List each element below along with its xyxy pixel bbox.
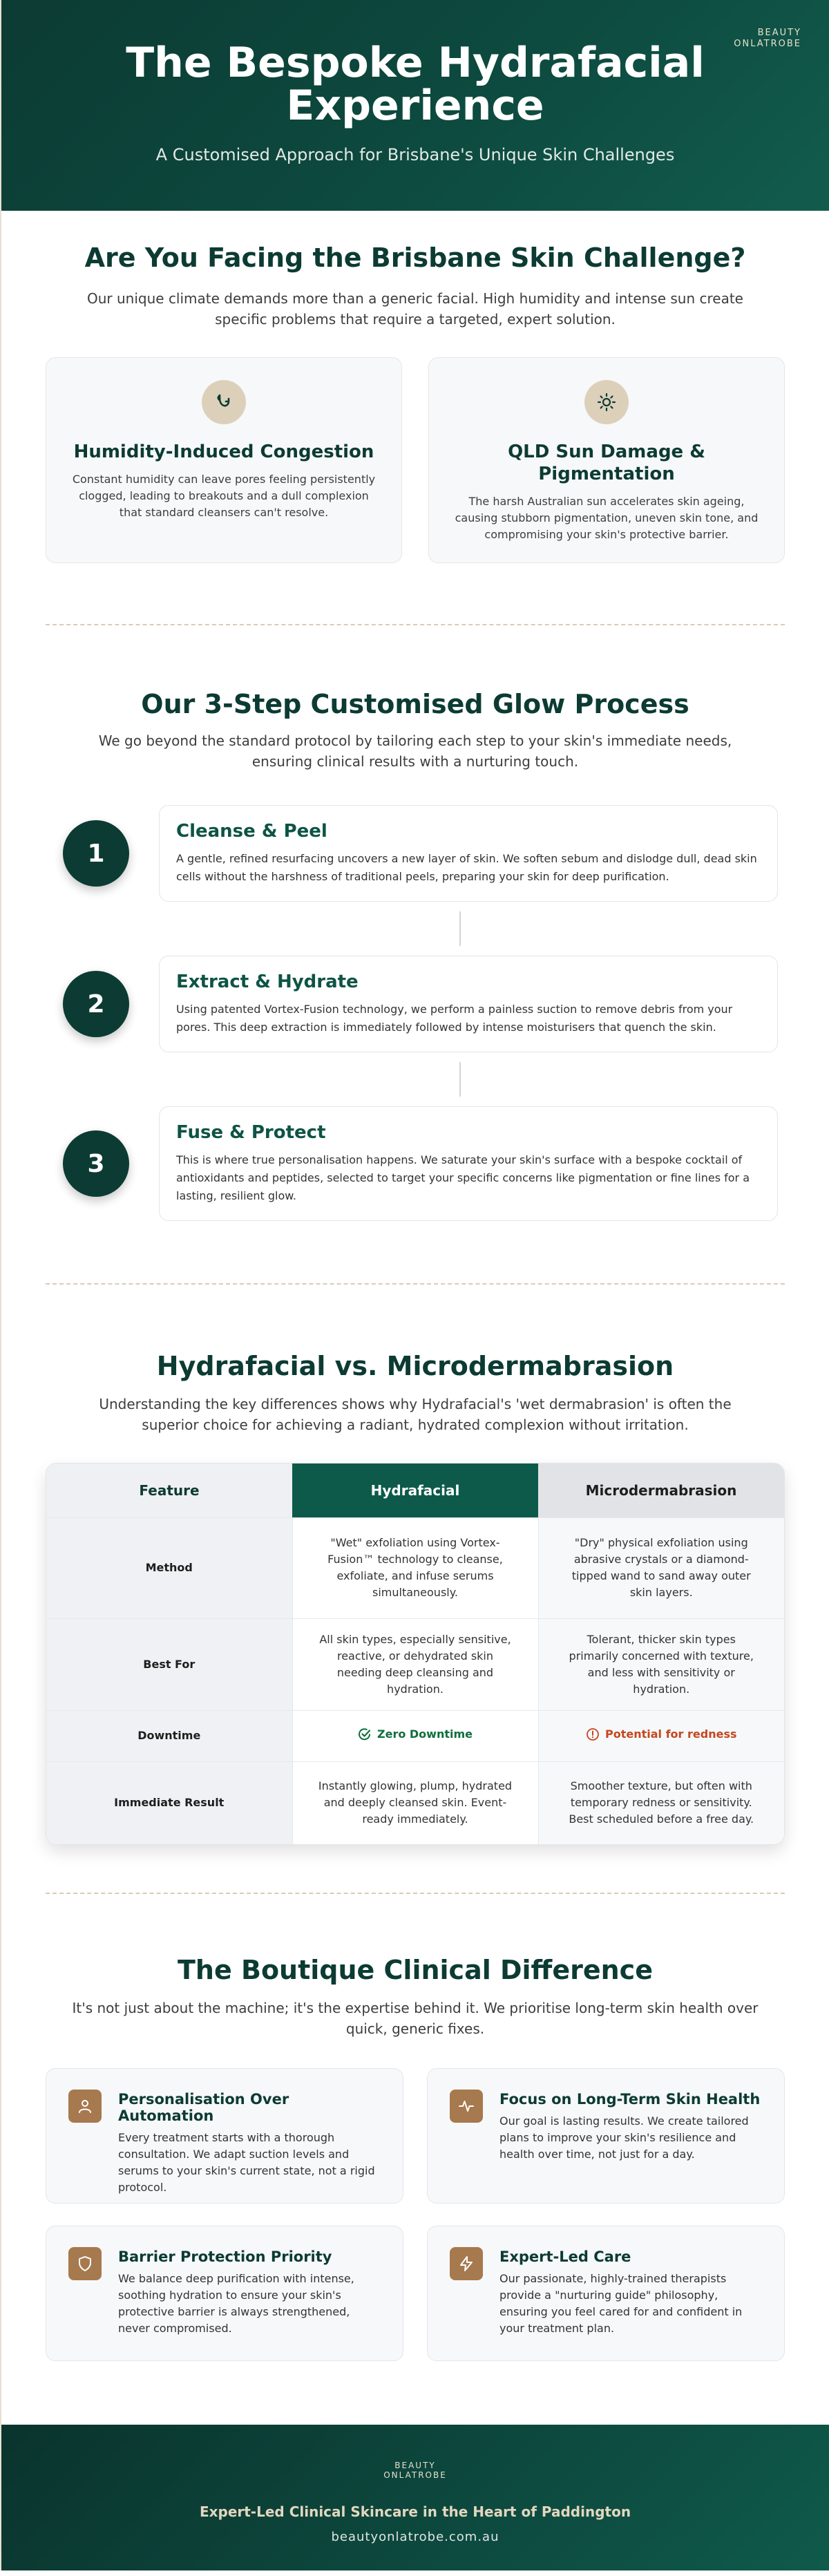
step-card: [159, 1106, 778, 1221]
difference-card-text: We balance deep purification with intense, soothing hydration to ensure your skin's protective barrier is always strengthened, never compromised.: [118, 2272, 354, 2335]
challenge-card-text: Constant humidity can leave pores feeling persistently clogged, leading to breakouts and a dull complexion that standard cleansers can't resolve.: [72, 473, 376, 519]
difference-card-title: Personalisation Over Automation: [118, 2091, 289, 2124]
row-hydrafacial: All skin types, especially sensitive, reactive, or dehydrated skin needing deep cleansing and hydration.: [292, 1618, 538, 1710]
logo-line-2: ONLATROBE: [734, 39, 801, 49]
row-hydrafacial: "Wet" exfoliation using Vortex-Fusion™ technology to cleanse, exfoliate, and infuse serums simultaneously.: [292, 1517, 538, 1618]
logo-line-2: ONLATROBE: [383, 2470, 447, 2480]
difference-card-title: Focus on Long-Term Skin Health: [499, 2091, 761, 2108]
logo-line-1: BEAUTY: [757, 28, 801, 38]
header-hydrafacial: Hydrafacial: [292, 1464, 538, 1517]
step-connector: [459, 1062, 461, 1097]
redness-badge: [586, 1726, 737, 1743]
row-feature: Best For: [46, 1618, 292, 1710]
difference-card-longterm: [427, 2068, 785, 2204]
step-1: [46, 805, 785, 902]
footer: [1, 2425, 829, 2570]
step-number: 2: [63, 971, 129, 1037]
comparison-intro: Understanding the key differences shows why Hydrafacial's 'wet dermabrasion' is often the superior choice for achieving a radiant, hydrated complexion without irritation.: [99, 1396, 732, 1433]
step-text: This is where true personalisation happens. We saturate your skin's surface with a bespoke cocktail of antioxidants and peptides, selected to target your specific concerns like pigmentation or fine lines for a lasting, resilient glow.: [176, 1153, 750, 1202]
challenge-card-title: Humidity-Induced Congestion: [73, 442, 374, 462]
row-microdermabrasion: [538, 1710, 784, 1761]
badge-label: Zero Downtime: [377, 1727, 473, 1741]
difference-card-text: Our passionate, highly-trained therapists provide a "nurturing guide" philosophy, ensuring you feel cared for and confident in your treatment plan.: [499, 2272, 743, 2335]
challenge-title: Are You Facing the Brisbane Skin Challenge?: [84, 243, 746, 273]
step-number: 1: [63, 820, 129, 887]
hero-title: The Bespoke Hydrafacial Experience: [126, 39, 705, 130]
person-icon: [68, 2090, 102, 2123]
step-text: A gentle, refined resurfacing uncovers a new layer of skin. We soften sebum and dislodge dull, dead skin cells without the harshness of traditional peels, preparing your skin for deep purification.: [176, 852, 757, 883]
row-hydrafacial: [292, 1710, 538, 1761]
difference-title: The Boutique Clinical Difference: [178, 1955, 653, 1985]
hero-banner: [1, 0, 829, 211]
row-microdermabrasion: "Dry" physical exfoliation using abrasive crystals or a diamond-tipped wand to sand away outer skin layers.: [538, 1517, 784, 1618]
process-steps: [46, 805, 785, 1221]
footer-tagline: Expert-Led Clinical Skincare in the Heart of Paddington: [199, 2503, 631, 2520]
process-section: [1, 625, 829, 1283]
challenge-card-text: The harsh Australian sun accelerates skin ageing, causing stubborn pigmentation, uneven skin tone, and compromising your skin's protective barrier.: [455, 495, 759, 541]
brand-logo[interactable]: [718, 28, 801, 50]
difference-card-expert: [427, 2226, 785, 2361]
zero-downtime-badge: [358, 1726, 473, 1743]
process-title: Our 3-Step Customised Glow Process: [141, 689, 689, 719]
lightning-icon: [450, 2247, 483, 2280]
step-3: [46, 1106, 785, 1221]
step-connector: [459, 911, 461, 946]
step-title: Cleanse & Peel: [176, 821, 327, 842]
sun-icon: [584, 380, 629, 424]
hero-subtitle: A Customised Approach for Brisbane's Unique Skin Challenges: [155, 145, 675, 164]
difference-card-barrier: [46, 2226, 403, 2361]
pulse-icon: [450, 2090, 483, 2123]
challenge-card-sun: [428, 357, 785, 563]
difference-card-title: Barrier Protection Priority: [118, 2248, 332, 2265]
table-row: [46, 1517, 784, 1618]
comparison-section: [1, 1285, 829, 1893]
footer-url-link[interactable]: beautyonlatrobe.com.au: [331, 2530, 499, 2544]
step-text: Using patented Vortex-Fusion technology, we perform a painless suction to remove debris from your pores. This deep extraction is immediately followed by intense moisturisers that quench the skin.: [176, 1003, 733, 1034]
difference-card-title: Expert-Led Care: [499, 2248, 631, 2265]
row-microdermabrasion: Smoother texture, but often with temporary redness or sensitivity. Best scheduled before a free day.: [538, 1761, 784, 1844]
footer-logo[interactable]: [1, 2425, 829, 2480]
table-header-row: [46, 1464, 784, 1517]
step-card: [159, 956, 778, 1052]
difference-card-personalisation: [46, 2068, 403, 2204]
row-hydrafacial: Instantly glowing, plump, hydrated and deeply cleansed skin. Event-ready immediately.: [292, 1761, 538, 1844]
challenge-card-title: QLD Sun Damage & Pigmentation: [508, 442, 705, 484]
comparison-title: Hydrafacial vs. Microdermabrasion: [156, 1351, 674, 1381]
difference-card-text: Our goal is lasting results. We create tailored plans to improve your skin's resilience and health over time, not just for a day.: [499, 2114, 749, 2161]
humidity-icon: [202, 380, 246, 424]
badge-label: Potential for redness: [605, 1727, 737, 1741]
logo-line-1: BEAUTY: [394, 2461, 436, 2470]
table-row: [46, 1618, 784, 1710]
process-intro: We go beyond the standard protocol by tailoring each step to your skin's immediate needs, ensuring clinical results with a nurturing touch.: [98, 732, 732, 770]
row-feature: Method: [46, 1517, 292, 1618]
difference-intro: It's not just about the machine; it's the expertise behind it. We prioritise long-term skin health over quick, generic fixes.: [72, 2000, 759, 2037]
alert-circle-icon: [586, 1727, 600, 1741]
step-title: Extract & Hydrate: [176, 972, 359, 992]
header-microdermabrasion: Microdermabrasion: [538, 1464, 784, 1517]
difference-section: [1, 1894, 829, 2425]
header-feature: Feature: [46, 1464, 292, 1517]
difference-grid: [46, 2068, 785, 2383]
challenge-card-humidity: [46, 357, 402, 563]
row-microdermabrasion: Tolerant, thicker skin types primarily concerned with texture, and less with sensitivity or hydration.: [538, 1618, 784, 1710]
row-feature: Downtime: [46, 1710, 292, 1761]
row-feature: Immediate Result: [46, 1761, 292, 1844]
step-2: [46, 956, 785, 1052]
challenge-cards: [46, 357, 785, 563]
shield-icon: [68, 2247, 102, 2280]
challenge-intro: Our unique climate demands more than a generic facial. High humidity and intense sun create specific problems that require a targeted, expert solution.: [87, 290, 743, 328]
difference-card-text: Every treatment starts with a thorough consultation. We adapt suction levels and serums to your skin's current state, not a rigid protocol.: [118, 2131, 375, 2194]
step-title: Fuse & Protect: [176, 1122, 326, 1143]
step-card: [159, 805, 778, 902]
check-circle-icon: [358, 1727, 372, 1741]
table-row: [46, 1710, 784, 1761]
step-number: 3: [63, 1130, 129, 1197]
comparison-table: [46, 1463, 785, 1845]
challenge-section: [1, 211, 829, 624]
table-row: [46, 1761, 784, 1844]
